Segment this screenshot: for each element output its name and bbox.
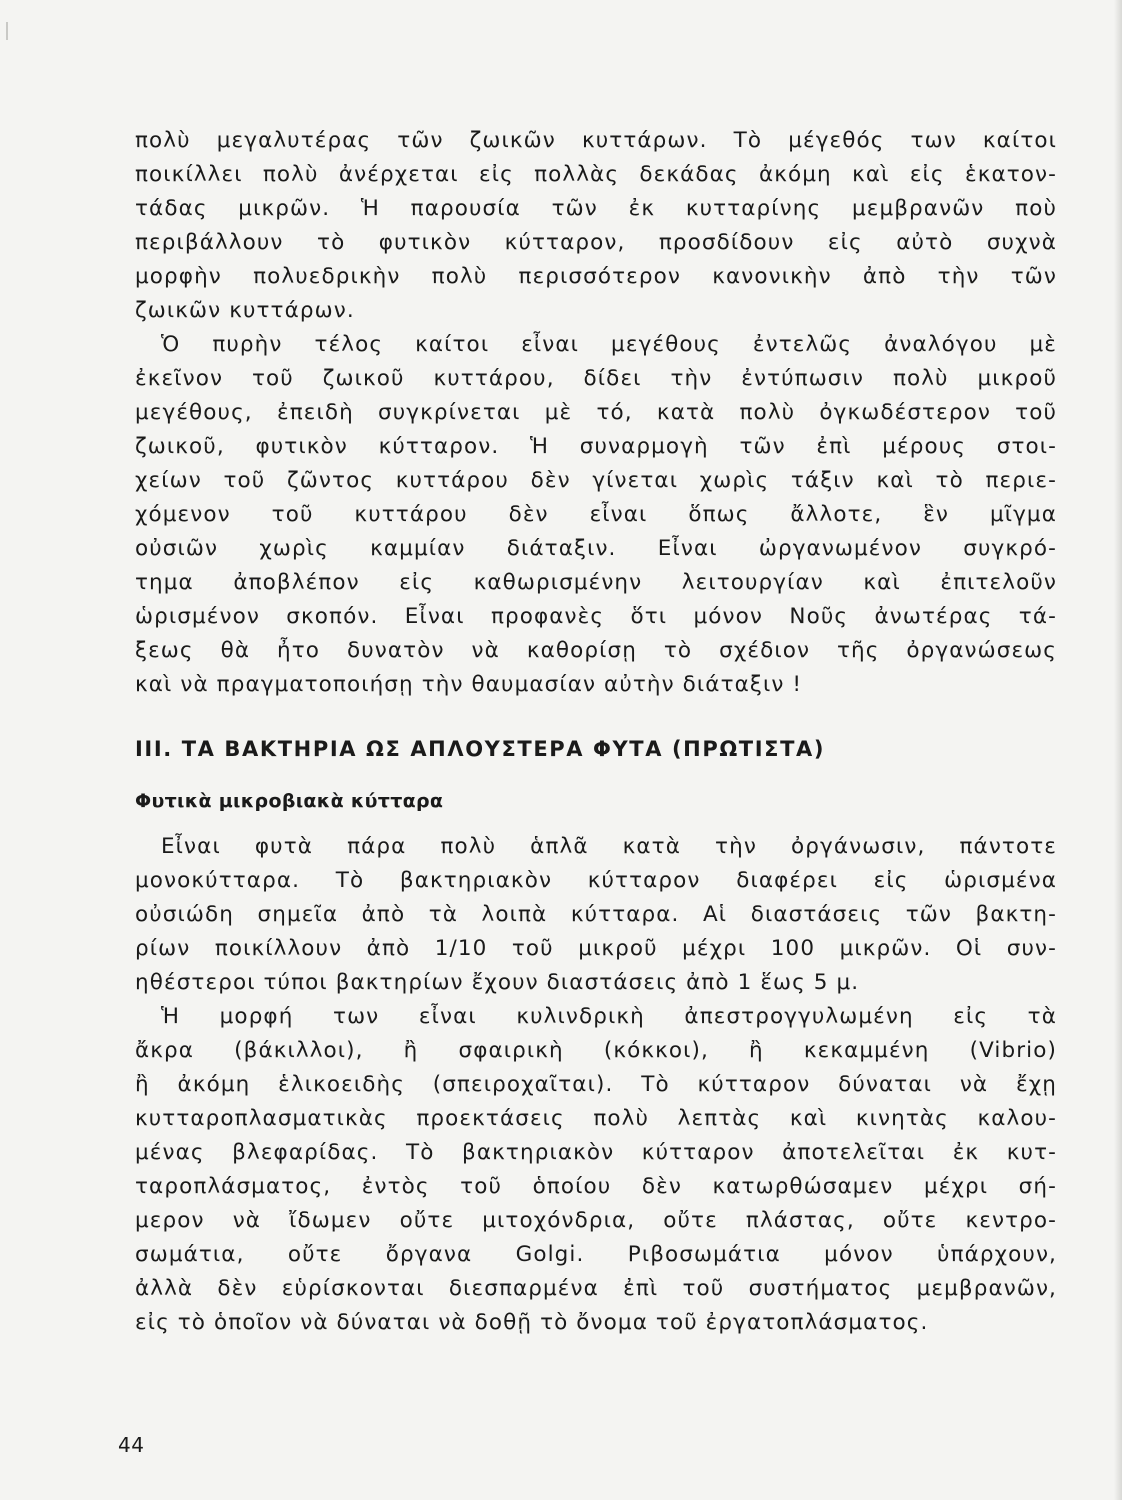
text-line: Εἶναι φυτὰ πάρα πολὺ ἁπλᾶ κατὰ τὴν ὀργάνωσιν, πάντοτε (161, 834, 1057, 859)
text-line: οὐσιώδη σημεῖα ἀπὸ τὰ λοιπὰ κύτταρα. Αἱ διαστάσεις τῶν βακτη- (135, 902, 1057, 927)
text-line: ηθέστεροι τύποι βακτηρίων ἔχουν διαστάσεις ἀπὸ 1 ἕως 5 μ. (135, 970, 860, 995)
page-body (135, 124, 1057, 1340)
paragraph-2 (135, 328, 1057, 702)
text-line: πολὺ μεγαλυτέρας τῶν ζωικῶν κυττάρων. Τὸ μέγεθός των καίτοι (135, 128, 1057, 153)
text-line: μένας βλεφαρίδας. Τὸ βακτηριακὸν κύτταρον ἀποτελεῖται ἐκ κυτ- (135, 1140, 1057, 1165)
section-subheading: Φυτικὰ μικροβιακὰ κύτταρα (135, 790, 444, 812)
page-edge-shadow (1114, 0, 1122, 1500)
text-line: ρίων ποικίλλουν ἀπὸ 1/10 τοῦ μικροῦ μέχρι 100 μικρῶν. Οἱ συν- (135, 936, 1057, 961)
text-line: σωμάτια, οὔτε ὄργανα Golgi. Ριβοσωμάτια μόνον ὑπάρχουν, (135, 1242, 1057, 1267)
text-line: περιβάλλουν τὸ φυτικὸν κύτταρον, προσδίδουν εἰς αὐτὸ συχνὰ (135, 230, 1057, 255)
text-line: Ἡ μορφή των εἶναι κυλινδρικὴ ἀπεστρογγυλωμένη εἰς τὰ (161, 1004, 1057, 1029)
text-line: οὐσιῶν χωρὶς καμμίαν διάταξιν. Εἶναι ὠργανωμένον συγκρό- (135, 536, 1057, 561)
text-line: τημα ἀποβλέπον εἰς καθωρισμένην λειτουργίαν καὶ ἐπιτελοῦν (135, 570, 1057, 595)
text-line: εἰς τὸ ὁποῖον νὰ δύναται νὰ δοθῇ τὸ ὄνομα τοῦ ἐργατοπλάσματος. (135, 1310, 929, 1335)
text-line: ἢ ἀκόμη ἑλικοειδὴς (σπειροχαῖται). Τὸ κύτταρον δύναται νὰ ἔχῃ (135, 1072, 1057, 1097)
text-line: μερον νὰ ἴδωμεν οὔτε μιτοχόνδρια, οὔτε πλάστας, οὔτε κεντρο- (135, 1208, 1057, 1233)
text-line: μονοκύτταρα. Τὸ βακτηριακὸν κύτταρον διαφέρει εἰς ὡρισμένα (135, 868, 1057, 893)
text-line: ταροπλάσματος, ἐντὸς τοῦ ὁποίου δὲν κατωρθώσαμεν μέχρι σή- (135, 1174, 1057, 1199)
text-line: ἐκεῖνον τοῦ ζωικοῦ κυττάρου, δίδει τὴν ἐντύπωσιν πολὺ μικροῦ (135, 366, 1057, 391)
text-line: ἄκρα (βάκιλλοι), ἢ σφαιρικὴ (κόκκοι), ἢ κεκαμμένη (Vibrio) (135, 1038, 1057, 1063)
paragraph-4 (135, 1000, 1057, 1340)
scan-margin-mark (6, 22, 8, 40)
text-line: χόμενον τοῦ κυττάρου δὲν εἶναι ὅπως ἄλλοτε, ἓν μῖγμα (135, 502, 1057, 527)
text-line: τάδας μικρῶν. Ἡ παρουσία τῶν ἐκ κυτταρίνης μεμβρανῶν ποὺ (135, 196, 1057, 221)
paragraph-1 (135, 124, 1057, 328)
text-line: καὶ νὰ πραγματοποιήσῃ τὴν θαυμασίαν αὐτὴν διάταξιν ! (135, 672, 803, 697)
text-line: Ὁ πυρὴν τέλος καίτοι εἶναι μεγέθους ἐντελῶς ἀναλόγου μὲ (161, 332, 1057, 357)
text-line: χείων τοῦ ζῶντος κυττάρου δὲν γίνεται χωρὶς τάξιν καὶ τὸ περιε- (135, 468, 1057, 493)
text-line: ξεως θὰ ἦτο δυνατὸν νὰ καθορίσῃ τὸ σχέδιον τῆς ὀργανώσεως (135, 638, 1057, 663)
text-line: μεγέθους, ἐπειδὴ συγκρίνεται μὲ τό, κατὰ πολὺ ὀγκωδέστερον τοῦ (135, 400, 1057, 425)
paragraph-3 (135, 830, 1057, 1000)
text-line: κυτταροπλασματικὰς προεκτάσεις πολὺ λεπτὰς καὶ κινητὰς καλου- (135, 1106, 1057, 1131)
text-line: ὡρισμένον σκοπόν. Εἶναι προφανὲς ὅτι μόνον Νοῦς ἀνωτέρας τά- (135, 604, 1057, 629)
text-line: ποικίλλει πολὺ ἀνέρχεται εἰς πολλὰς δεκάδας ἀκόμη καὶ εἰς ἑκατον- (135, 162, 1057, 187)
text-line: ζωικῶν κυττάρων. (135, 298, 355, 323)
text-line: μορφὴν πολυεδρικὴν πολὺ περισσότερον κανονικὴν ἀπὸ τὴν τῶν (135, 264, 1057, 289)
page-number: 44 (118, 1433, 145, 1457)
text-line: ζωικοῦ, φυτικὸν κύτταρον. Ἡ συναρμογὴ τῶν ἐπὶ μέρους στοι- (135, 434, 1057, 459)
spacer (135, 702, 1057, 732)
text-line: ἀλλὰ δὲν εὑρίσκονται διεσπαρμένα ἐπὶ τοῦ συστήματος μεμβρανῶν, (135, 1276, 1057, 1301)
section-heading: III. ΤΑ ΒΑΚΤΗΡΙΑ ΩΣ ΑΠΛΟΥΣΤΕΡΑ ΦΥΤΑ (ΠΡΩΤΙΣΤΑ) (135, 737, 826, 761)
